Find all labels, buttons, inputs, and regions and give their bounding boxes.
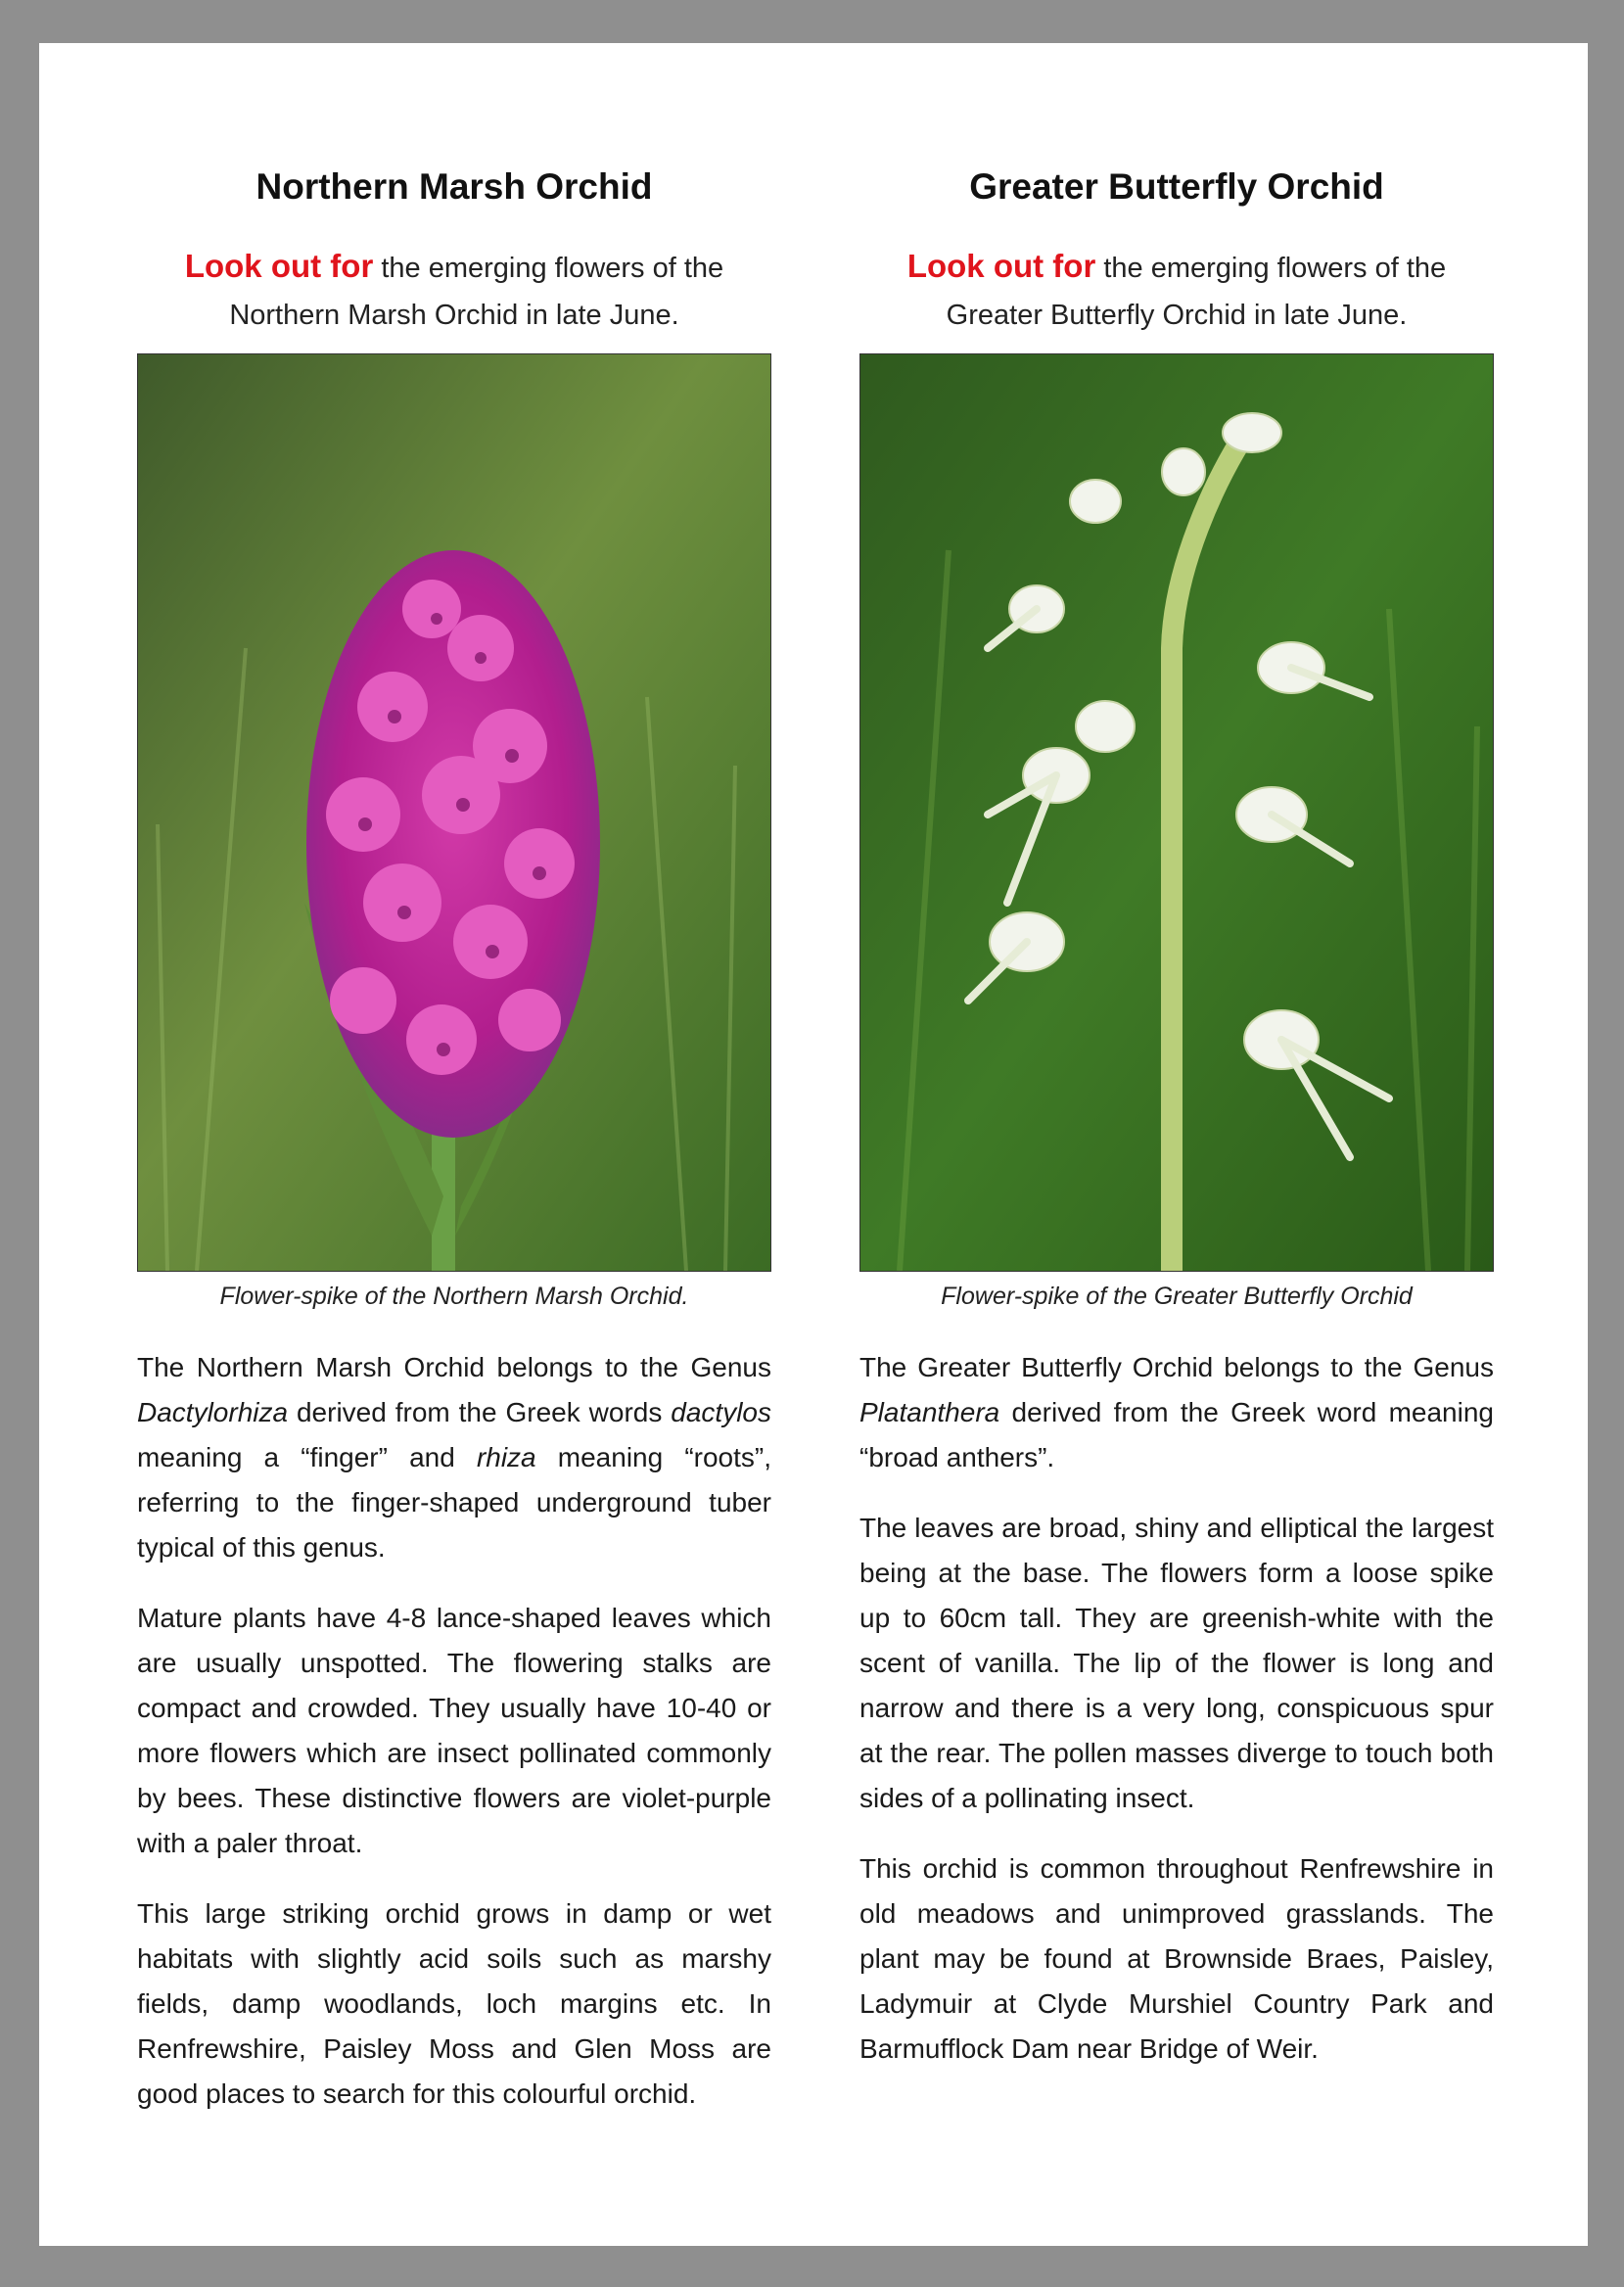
greek-word: rhiza [476, 1442, 536, 1472]
paragraph-description-right: The leaves are broad, shiny and elliptical the largest being at the base. The flowers form a loose spike up to 60cm tall. They are greenish-white with the scent of vanilla. The lip of the flower is long and narrow and there is a very long, conspicuous spur at the rear. The pollen masses diverge to touch both sides of a pollinating insect. [859, 1513, 1494, 1813]
photo-caption-left: Flower-spike of the Northern Marsh Orchid. [219, 1283, 689, 1310]
page-title-left: Northern Marsh Orchid [255, 166, 653, 207]
text-run: derived from the Greek word meaning “broad anthers”. [859, 1397, 1494, 1472]
body-text-left [137, 1345, 771, 2142]
paragraph-description-left: Mature plants have 4-8 lance-shaped leaves which are usually unspotted. The flowering stalks are compact and crowded. They usually have 10-40 or more flowers which are insect pollinated commonly by bees. These distinctive flowers are violet-purple with a paler throat. [137, 1603, 771, 1858]
lookout-note-right [859, 243, 1494, 339]
genus-name: Platanthera [859, 1397, 1000, 1427]
lookout-note-left [137, 243, 771, 339]
text-run: The Northern Marsh Orchid belongs to the Genus [137, 1352, 771, 1382]
photo-caption-right: Flower-spike of the Greater Butterfly Orchid [941, 1283, 1413, 1310]
leaflet-page [39, 43, 1588, 2246]
body-text-right [859, 1345, 1494, 2097]
greater-butterfly-orchid-photo [859, 353, 1494, 1272]
paragraph-habitat-right: This orchid is common throughout Renfrewshire in old meadows and unimproved grasslands. The plant may be found at Brownside Braes, Paisley, Ladymuir at Clyde Murshiel Country Park and Barmufflock Dam near Bridge of Weir. [859, 1853, 1494, 2064]
paragraph-genus-right [859, 1345, 1494, 1480]
genus-name: Dactylorhiza [137, 1397, 289, 1427]
text-run: meaning “roots”, referring to the finger-shaped underground tuber typical of this genus. [137, 1442, 771, 1563]
lookout-emphasis-left: Look out for [184, 248, 374, 284]
paragraph-habitat-left: This large striking orchid grows in damp or wet habitats with slightly acid soils such as marshy fields, damp woodlands, loch margins etc. In Renfrewshire, Paisley Moss and Glen Moss are good places to search for this colourful orchid. [137, 1898, 771, 2109]
lookout-emphasis-right: Look out for [906, 248, 1096, 284]
text-run: derived from the Greek words [288, 1397, 672, 1427]
lookout-text-right: the emerging flowers of the Greater Butterfly Orchid in late June. [946, 253, 1447, 331]
text-run: The Greater Butterfly Orchid belongs to the Genus [859, 1352, 1494, 1382]
paragraph-genus-left [137, 1345, 771, 1570]
northern-marsh-orchid-photo [137, 353, 771, 1272]
page-title-right: Greater Butterfly Orchid [969, 166, 1384, 207]
greek-word: dactylos [671, 1397, 771, 1427]
text-run: meaning a “finger” and [137, 1442, 477, 1472]
lookout-text-left: the emerging flowers of the Northern Marsh Orchid in late June. [229, 253, 724, 331]
